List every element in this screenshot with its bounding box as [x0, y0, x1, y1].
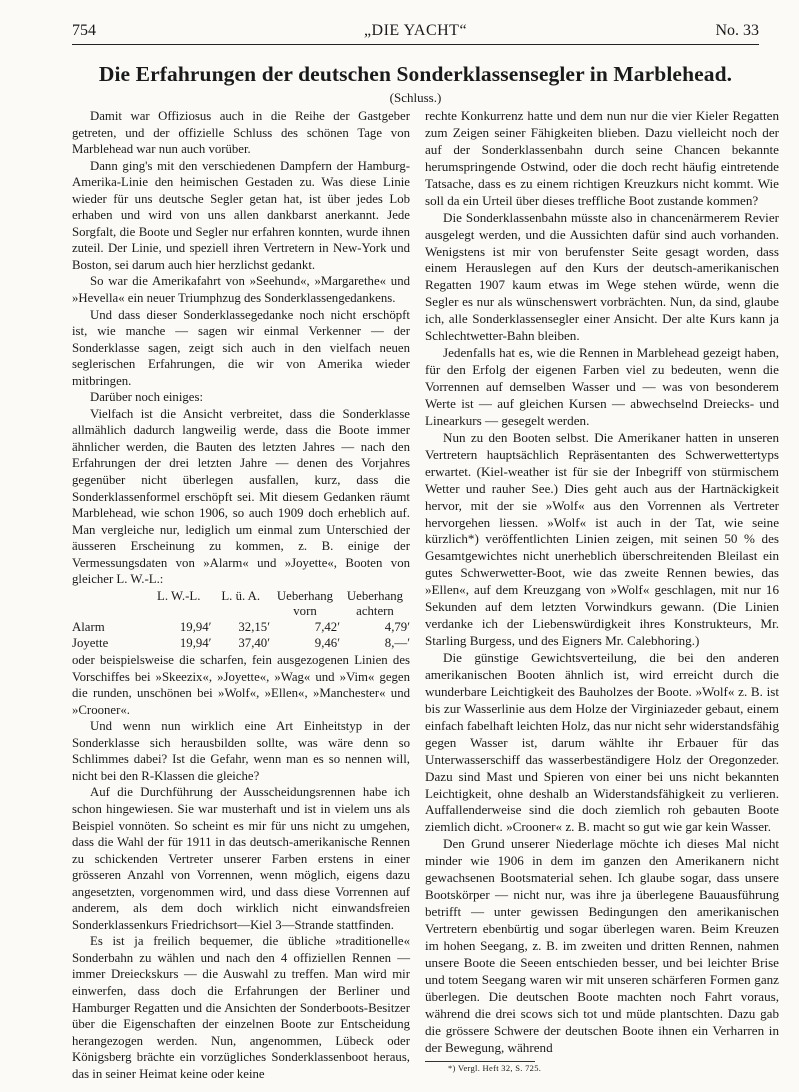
paragraph: Und dass dieser Sonderklassegedanke noch nicht erschöpft ist, wie manche — sagen wir einmal Verkenner — der Sonderklasse sagen, zeigt sich auch in den vielfach neuen seglerischen Erfahrungen, die wir von Amerika wieder mitbringen. [72, 307, 410, 388]
table-cell: 37,40′ [238, 635, 270, 650]
table-header: L. W.-L. [157, 588, 201, 603]
measurement-table [72, 589, 410, 651]
table-cell: Alarm [72, 619, 105, 634]
paragraph: Den Grund unserer Niederlage möchte ich dieses Mal nicht minder wie 1906 in dem im ganzen den Amerikanern nicht gewachsenen Bootsmaterial sehen. Ich glaube sogar, dass unsere Bootskörper — nicht nur, was ihre ja überlegene Bauausführung betrifft — unter gewissen Bedingungen den amerikanischen Vertretern ebenbürtig und sogar überlegen waren. Beim Kreuzen im hohen Seegang, z. B. im zweiten und dritten Rennen, nahmen unsere Boote die Seeen entschieden besser, und bei leichter Brise und totem Seegang waren wir mit unseren schärferen Formen ganz überlegen. Die deutschen Boote machten noch Fahrt voraus, während die drei scows sich tot und müde plantschten. Dazu gab die grössere Schwere der deutschen Boote ihnen ein Verharren in der Bewegung, während [425, 836, 779, 1055]
paragraph: Vielfach ist die Ansicht verbreitet, dass die Sonderklasse allmählich dadurch langweilig werde, dass die Boote immer ähnlicher werden, die Bauten des letzten Jahres — nach den Erfahrungen der drei letzten Jahre — denen des Vorjahres gegenüber nicht überlegen ausfallen, kurz, dass die Sonderklassenformel erschöpft sei. Mit diesem Gedanken räumt Marblehead, wie schon 1906, so auch 1909 doch erheblich auf. Man vergleiche nur, lediglich um einmal zum Unterschied der äusseren Erscheinung zu kommen, z. B. einige der Vermessungsdaten von »Alarm« und »Joyette«, Booten von gleicher L. W.-L.: [72, 406, 410, 587]
paragraph: Dann ging's mit den verschiedenen Dampfern der Hamburg-Amerika-Linie den heimischen Gestaden zu. Was diese Linie wieder für uns deutsche Segler getan hat, ist über jedes Lob erhaben und wird von uns allen dankbarst anerkannt. Jede Sorgfalt, die Boote und Segler nur erfahren konnten, wurde ihnen zuteil. Der Linie, und speziell ihren Vertretern in New-York und Boston, sei darum auch hier herzlichst gedankt. [72, 158, 410, 272]
table-cell: 19,94′ [179, 635, 212, 650]
table-header: Ueberhang vorn [276, 588, 334, 619]
table-cell: 4,79′ [384, 619, 410, 634]
page-number: 754 [72, 22, 96, 39]
paragraph: Nun zu den Booten selbst. Die Amerikaner hatten in unseren Vertretern hauptsächlich Repräsentanten des Schwerwettertyps erwartet. (Kiel-weather ist für sie der Inbegriff von stürmischem Wetter und rauher See.) Dies geht auch aus der Hartnäckigkeit hervor, mit der sie »Wolf« aus den Vorrennen als Vertreter hervorgehen liessen. »Wolf« ist auch in der Tat, wie seine kürzlich*) veröffentlichten Linien zeigen, mit seinen 50 % des Gesamtgewichtes nicht unerheblich überschreitenden Bleilast ein gutes Schwerwetter-Boot, wie das zweite Rennen bewies, das »Ellen«, auf dem Kreuzgang von »Wolf« geschlagen, mit nur 16 Sekunden auf dem letzten Vorwindkurs gewann. (Die Linien verdanke ich der Liebenswürdigkeit ihres Konstrukteurs, Mr. Starling Burgess, und des Eigners Mr. Calebhoring.) [425, 429, 779, 649]
table-header: L. ü. A. [221, 588, 261, 603]
article-subtitle: (Schluss.) [389, 90, 442, 105]
right-column [425, 108, 779, 1057]
paragraph: Die günstige Gewichtsverteilung, die bei den anderen amerikanischen Booten ähnlich ist, wird erreicht durch die wunderbare Leichtigkeit des Bauholzes der Boote. »Wolf« z. B. ist bis zur Wasserlinie aus dem Holze der Virginiazeder gebaut, einem einfach fabelhaft leichten Holz, das nur nicht sehr widerstandsfähig gegen Wasser ist, darum wählte ihr Erbauer für das Unterwasserschiff das wasserbeständigere Holz der Oregonzeder. Dazu sind Mast und Spieren von einer bei uns nicht bekannten Leichtigkeit, ohne deshalb an Widerstandsfähigkeit zu verlieren. Auffallenderweise sind die doch ziemlich roh gebauten Boote ziemlich dicht. »Crooner« z. B. macht so gut wie gar kein Wasser. [425, 650, 779, 835]
table-header [72, 589, 146, 620]
footnote: *) Vergl. Heft 32, S. 725. [448, 1063, 542, 1073]
paragraph: Es ist ja freilich bequemer, die übliche »traditionelle« Sonderbahn zu wählen und nach den 4 offiziellen Rennen — immer Dreieckskurs — die Auswahl zu treffen. Man wird mir einwerfen, dass doch die Erfahrungen der Berliner und Hamburger Regatten und die Ansichten der Sonderboots-Besitzer über die Eigenschaften der einzelnen Boote zur Entscheidung herangezogen werden. Nun, angenommen, Lübeck oder Königsberg brächte ein vorzügliches Sonderklassenboot heraus, das in seiner Heimat keine oder keine [72, 934, 410, 1081]
paragraph: oder beispielsweise die scharfen, fein ausgezogenen Linien des Vorschiffes bei »Skeezix«, »Joyette«, »Wag« und »Vim« gegen die runden, unschönen bei »Wolf«, »Ellen«, »Manchester« und »Crooner«. [72, 653, 410, 717]
table-row [72, 620, 410, 636]
paragraph: Jedenfalls hat es, wie die Rennen in Marblehead gezeigt haben, für den Erfolg der eigenen Farben viel zu bedeuten, wenn die Vorrennen auf demselben Wasser und — was von besonderem Werte ist — auf gleichen Kursen — abwechselnd Dreiecks- und Linearkurs — gesegelt werden. [425, 345, 779, 428]
paragraph: Damit war Offiziosus auch in die Reihe der Gastgeber getreten, und der offizielle Schluss des schönen Tage von Marblehead war nun auch vorüber. [72, 109, 410, 157]
table-cell: 8,—′ [384, 635, 410, 650]
paragraph: Auf die Durchführung der Ausscheidungsrennen habe ich schon hingewiesen. Sie war musterhaft und ist in vielem uns als Beispiel vonnöten. So scheint es mir für uns nicht zu umgehen, dass die Wahl der für 1911 in das deutsch-amerikanische Rennen zu schickenden Vertreter unserer Farben erstens in einer grösseren Anzahl von Vorrennen, wenn möglich, eigens dazu angesetzten, vorgenommen wird, und dass diese Vorrennen auf anderem, als dem doch wirklich nicht einwandsfreien Sonderklassenkurs Friedrichsort—Kiel 3—Strande stattfinden. [72, 785, 410, 932]
paragraph: Die Sonderklassenbahn müsste also in chancenärmerem Revier ausgelegt werden, und die Aussichten dafür sind auch vorhanden. Wenigstens ist mir von berufenster Seite gesagt worden, dass einem Herauslegen auf den Kurs der deutsch-amerikanischen Regatten 1907 kaum etwas im Wege stehen würde, wenn die Segler es nur als wünschenswert vorbrächten. Nun, da sind, glaube ich, alle Sonderklassensegler einer Ansicht. Der alte Kurs kann ja Schlechtwetter-Bahn bleiben. [425, 209, 779, 344]
paragraph: So war die Amerikafahrt von »Seehund«, »Margarethe« und »Hevella« ein neuer Triumphzug des Sonderklassengedankens. [72, 274, 410, 306]
table-cell: 7,42′ [314, 619, 340, 634]
paragraph: Darüber noch einiges: [90, 390, 203, 405]
table-cell: 32,15′ [238, 619, 270, 634]
table-row [72, 636, 410, 652]
table-cell: 19,94′ [179, 619, 212, 634]
paragraph: Und wenn nun wirklich eine Art Einheitstyp in der Sonderklasse sich herausbilden sollte, was wäre denn so Schlimmes dabei? Ist die Gefahr, wenn man es so nennen will, nicht bei den R-Klassen die gleiche? [72, 719, 410, 783]
left-column [72, 108, 410, 1082]
page-header [72, 18, 759, 45]
article-title: Die Erfahrungen der deutschen Sonderklassensegler in Marblehead. [98, 62, 733, 86]
table-header: Ueberhang achtern [346, 588, 404, 619]
issue-number: No. 33 [715, 22, 759, 39]
table-cell: Joyette [72, 635, 109, 650]
journal-title: „DIE YACHT“ [363, 22, 468, 39]
table-cell: 9,46′ [314, 635, 340, 650]
paragraph: rechte Konkurrenz hatte und dem nun nur die vier Kieler Regatten zum Zeigen seiner Fähigkeiten blieben. Dazu vielleicht noch der auf der Sonderklassenbahn durch seine Chancen bekannte herumspringende Ostwind, oder die doch recht häufig eintretende Tatsache, dass es zu einem richtigen Kreuzkurs nicht kommt. Wie soll da ein Urteil über dieses treffliche Boot zustande kommen? [425, 108, 779, 208]
footnote-divider [425, 1061, 535, 1062]
table-header-row [72, 589, 410, 620]
